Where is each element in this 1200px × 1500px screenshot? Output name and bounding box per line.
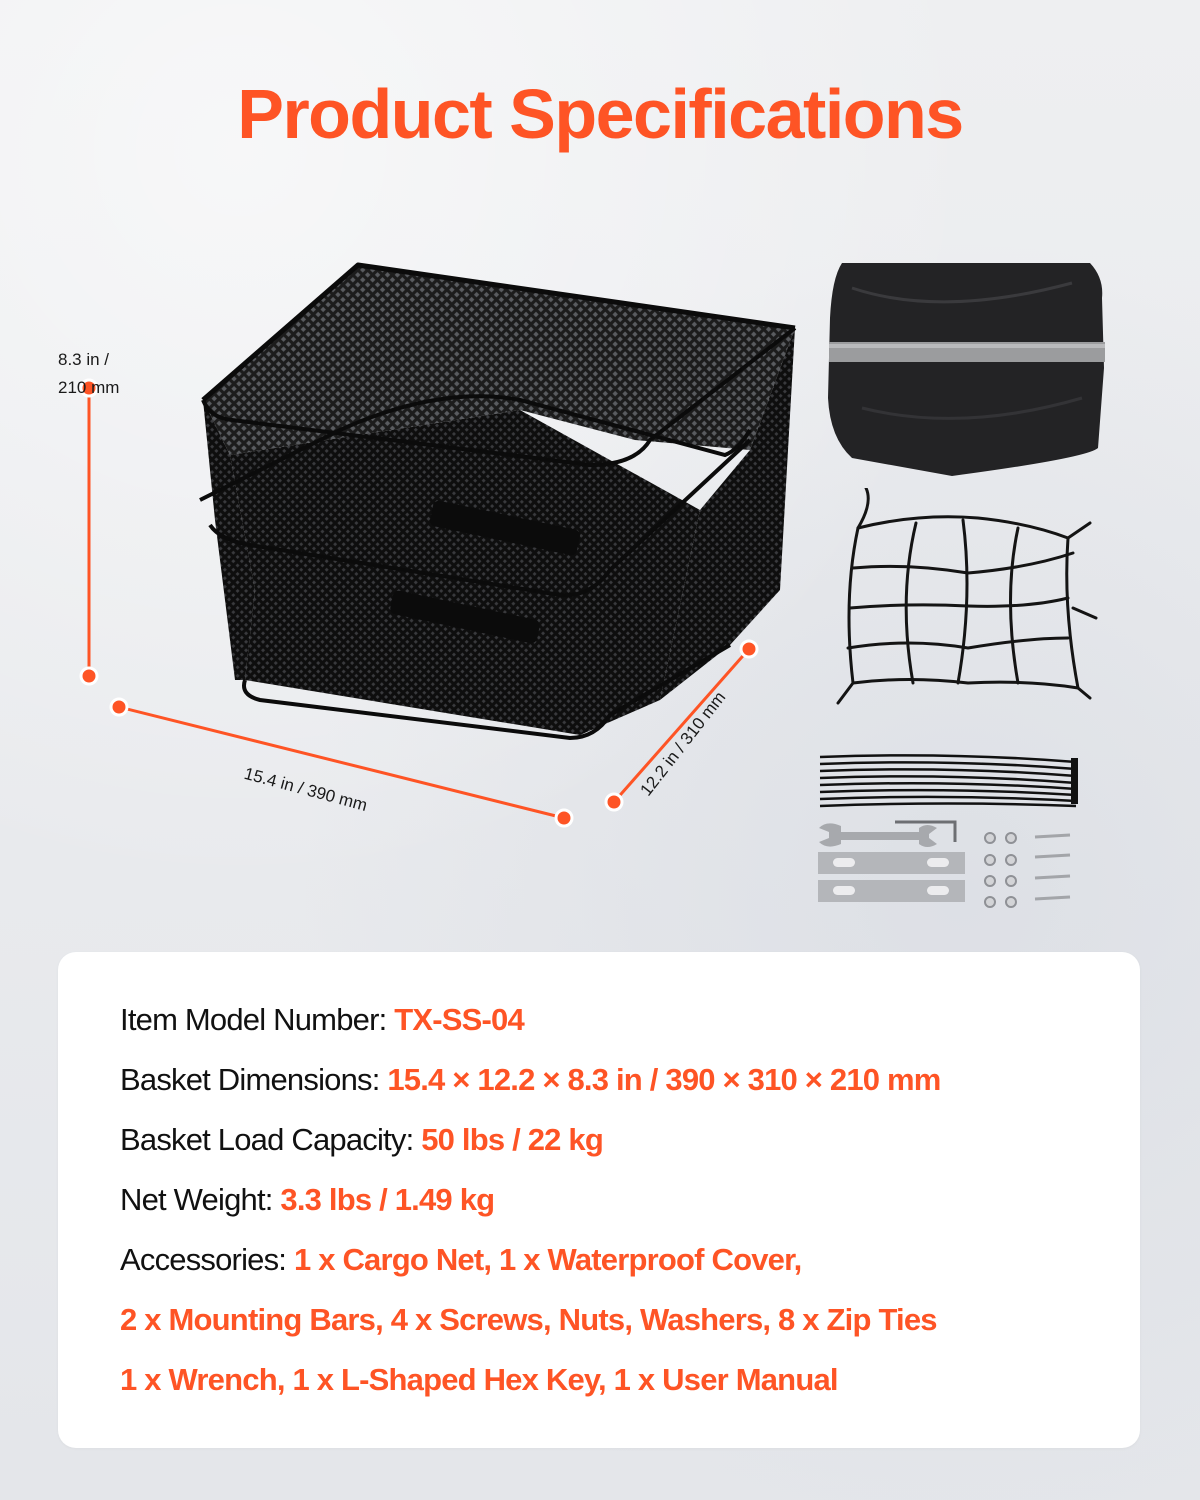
spec-label: Basket Dimensions: <box>120 1062 388 1097</box>
height-dimension-line2: 210 mm <box>58 378 120 397</box>
height-dimension-line1: 8.3 in / <box>58 350 110 369</box>
spec-label: Basket Load Capacity: <box>120 1122 422 1157</box>
hardware-image <box>815 818 1080 913</box>
spec-value: TX-SS-04 <box>394 1002 524 1037</box>
spec-list <box>120 990 1100 1410</box>
depth-dimension-label: 12.2 in / 310 mm <box>636 687 730 800</box>
spec-label: Net Weight: <box>120 1182 281 1217</box>
specifications-card <box>58 952 1140 1448</box>
zip-ties-image <box>818 752 1080 808</box>
spec-row-dimensions <box>120 1050 1100 1110</box>
washers-nuts-icon <box>985 833 1016 907</box>
spec-label: Accessories: <box>120 1242 294 1277</box>
cargo-net-image <box>828 488 1098 708</box>
page-title: Product Specifications <box>237 75 963 153</box>
spec-value: 1 x Cargo Net, 1 x Waterproof Cover, <box>293 1242 802 1277</box>
spec-row-load-capacity <box>120 1110 1100 1170</box>
wrench-icon <box>819 823 937 847</box>
spec-value: 50 lbs / 22 kg <box>421 1122 603 1157</box>
spec-value: 1 x Wrench, 1 x L-Shaped Hex Key, 1 x User Manual <box>120 1362 838 1397</box>
mounting-bars-icon <box>818 852 965 902</box>
spec-value: 2 x Mounting Bars, 4 x Screws, Nuts, Washers, 8 x Zip Ties <box>120 1302 937 1337</box>
waterproof-cover-image <box>822 258 1112 480</box>
spec-row-net-weight <box>120 1170 1100 1230</box>
width-dimension-label: 15.4 in / 390 mm <box>242 763 370 815</box>
basket-image <box>140 260 800 750</box>
spec-row-model-number <box>120 990 1100 1050</box>
spec-value: 15.4 × 12.2 × 8.3 in / 390 × 310 × 210 mm <box>387 1062 941 1097</box>
spec-label: Item Model Number: <box>120 1002 395 1037</box>
screws-icon <box>1035 835 1070 899</box>
height-dimension-label <box>58 346 119 402</box>
spec-value: 3.3 lbs / 1.49 kg <box>280 1182 495 1217</box>
spec-row-accessories-cont-1 <box>120 1290 1100 1350</box>
spec-row-accessories-cont-2 <box>120 1350 1100 1410</box>
spec-row-accessories <box>120 1230 1100 1290</box>
